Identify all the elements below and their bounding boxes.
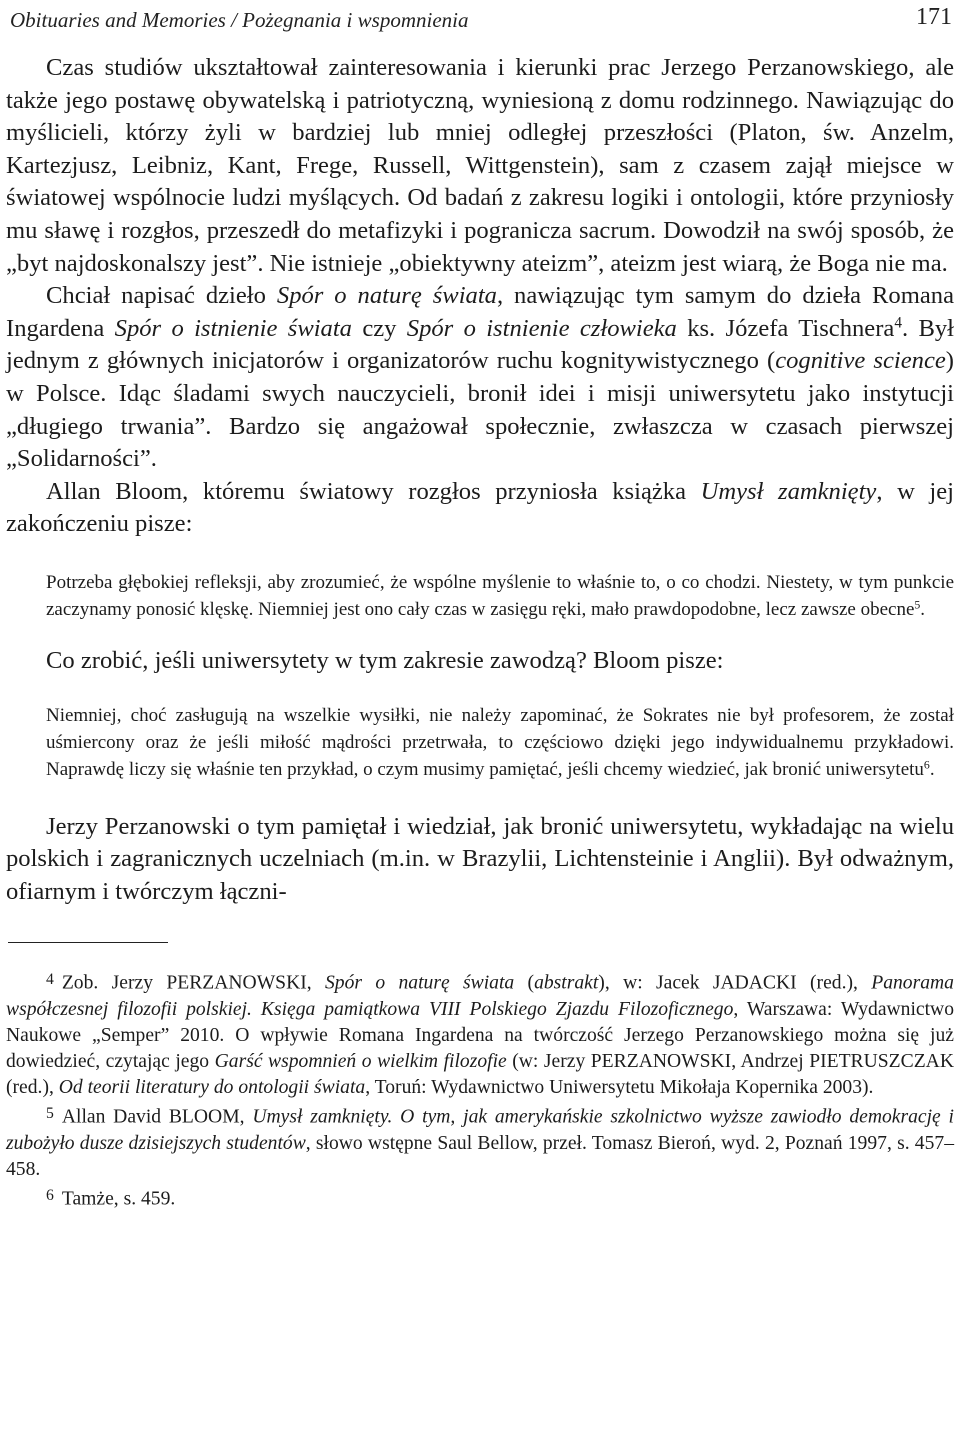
book-title: Spór o istnienie świata: [114, 314, 352, 342]
footnotes: [6, 967, 954, 1212]
paragraph-studies: [6, 52, 954, 280]
text-run: , nawiązując tym samym do dzieła Romana Ingardena: [6, 282, 954, 342]
text-run: ), w: Jacek JADACKI (red.),: [598, 972, 872, 994]
paragraph-defence: [6, 811, 954, 909]
book-title: Umysł zamknięty. O tym, jak amerykańskie szkolnictwo wyższe zawiodło demokrację i zubożyło dusze dzisiejszych studentów: [6, 1106, 954, 1154]
text-run: (: [514, 972, 535, 994]
footnote-ref-4[interactable]: 4: [894, 314, 902, 332]
italic-term: cognitive science: [775, 347, 946, 375]
book-title: Umysł zamknięty: [700, 477, 877, 505]
block-quote-2: [46, 702, 954, 783]
paragraph-text: Jerzy Perzanowski o tym pamiętał i wiedział, jak bronić uniwersytetu, wykładając na wielu polskich i zagranicznych uczelniach (m.in. w Brazylii, Lichtensteinie i Anglii). Był odważnym, ofiarnym i twórczym łączni-: [6, 812, 954, 905]
text-run: Tamże, s. 459.: [61, 1188, 176, 1210]
text-run: . Był jednym z głównych inicjatorów i organizatorów ruchu kognitywistycznego (: [6, 314, 954, 375]
quote-text: Potrzeba głębokiej refleksji, aby zrozumieć, że wspólne myślenie to właśnie to, o co chodzi. Niestety, w tym punkcie zaczynamy ponosić klęskę. Niemniej jest ono cały czas w zasięgu ręki, mało prawdopodobne, lecz zawsze obecne: [46, 571, 954, 620]
quote-end: .: [920, 598, 926, 620]
text-run: ) w Polsce. Idąc śladami swych nauczycieli, bronił idei i misji uniwersytetu jako instytucji „długiego trwania”. Bardzo się angażował społecznie, zwłaszcza w czasach pierwszej „Solidarności”.: [6, 347, 954, 473]
footnote-4: [6, 967, 954, 1101]
running-title: Obituaries and Memories / Pożegnania i wspomnienia: [10, 8, 469, 32]
italic-term: abstrakt: [534, 972, 599, 994]
text-run: czy: [351, 314, 407, 342]
paragraph-bloom: [6, 476, 954, 541]
footnote-mark: 4: [46, 971, 54, 989]
book-title: Spór o istnienie człowieka: [406, 314, 677, 342]
text-run: (w: Jerzy PERZANOWSKI, Andrzej PIETRUSZCZAK (red.),: [6, 1050, 954, 1098]
footnote-ref-6[interactable]: 6: [923, 758, 930, 772]
footnote-6: [6, 1183, 954, 1213]
text-run: Zob. Jerzy PERZANOWSKI,: [61, 972, 325, 994]
paragraph-work: [6, 280, 954, 476]
book-title: Panorama współczesnej filozofii polskiej. Księga pamiątkowa VIII Polskiego Zjazdu Filozoficznego: [6, 972, 954, 1020]
quote-text: Niemniej, choć zasługują na wszelkie wysiłki, nie należy zapominać, że Sokrates nie był profesorem, że został uśmiercony oraz że jeśli miłość mądrości przetrwała, to częściowo dzięki jego indywidualnemu przykładowi. Naprawdę liczy się właśnie ten przykład, o czym musimy pamiętać, jeśli chcemy wiedzieć, jak bronić uniwersytetu: [46, 704, 954, 780]
footnote-5: [6, 1101, 954, 1183]
running-header: [6, 2, 954, 38]
text-run: , Toruń: Wydawnictwo Uniwersytetu Mikołaja Kopernika 2003).: [365, 1076, 874, 1098]
book-title: Od teorii literatury do ontologii świata: [58, 1076, 366, 1098]
text-run: Allan Bloom, któremu światowy rozgłos przyniosła książka: [46, 477, 701, 505]
block-quote-1: [46, 569, 954, 623]
footnote-mark: 6: [46, 1186, 54, 1204]
footnote-ref-5[interactable]: 5: [914, 598, 921, 612]
text-run: , słowo wstępne Saul Bellow, przeł. Tomasz Bieroń, wyd. 2, Poznań 1997, s. 457–458.: [6, 1132, 954, 1180]
text-run: Allan David BLOOM,: [61, 1106, 253, 1128]
text-run: , Warszawa: Wydawnictwo Naukowe „Semper” 2010. O wpływie Romana Ingardena na twórczość Jerzego Perzanowskiego można się już dowiedzieć, czytając jego: [6, 998, 954, 1072]
text-run: Chciał napisać dzieło: [46, 282, 277, 310]
paragraph-text: Co zrobić, jeśli uniwersytety w tym zakresie zawodzą? Bloom pisze:: [46, 646, 724, 674]
footnote-mark: 5: [46, 1104, 54, 1122]
main-text: [6, 52, 954, 541]
book-title: Spór o naturę świata: [276, 282, 497, 310]
book-title: Spór o naturę świata: [325, 972, 515, 994]
book-title: Garść wspomnień o wielkim filozofie: [214, 1050, 507, 1072]
text-run: ks. Józefa Tischnera: [676, 314, 895, 342]
footnote-divider: [8, 942, 168, 943]
paragraph-text: Czas studiów ukształtował zainteresowania i kierunki prac Jerzego Perzanowskiego, ale także jego postawę obywatelską i patriotyczną, wyniesioną z domu rodzinnego. Nawiązując do myślicieli, którzy żyli w bardziej lub mniej odległej przeszłości (Platon, św. Anzelm, Kartezjusz, Leibniz, Kant, Frege, Russell, Wittgenstein), sam z czasem zajął miejsce w światowej wspólnocie ludzi myślących. Od badań z zakresu logiki i ontologii, które przyniosły mu sławę i rozgłos, przeszedł do metafizyki i pogranicza sacrum. Dowodził na swój sposób, że „byt najdoskonalszy jest”. Nie istnieje „obiektywny ateizm”, ateizm jest wiarą, że Boga nie ma.: [6, 54, 954, 277]
document-page: [6, 0, 954, 1212]
quote-end: .: [929, 758, 935, 780]
text-run: , w jej zakończeniu pisze:: [6, 477, 954, 538]
paragraph-question: [6, 645, 954, 678]
page-number: 171: [916, 4, 952, 30]
